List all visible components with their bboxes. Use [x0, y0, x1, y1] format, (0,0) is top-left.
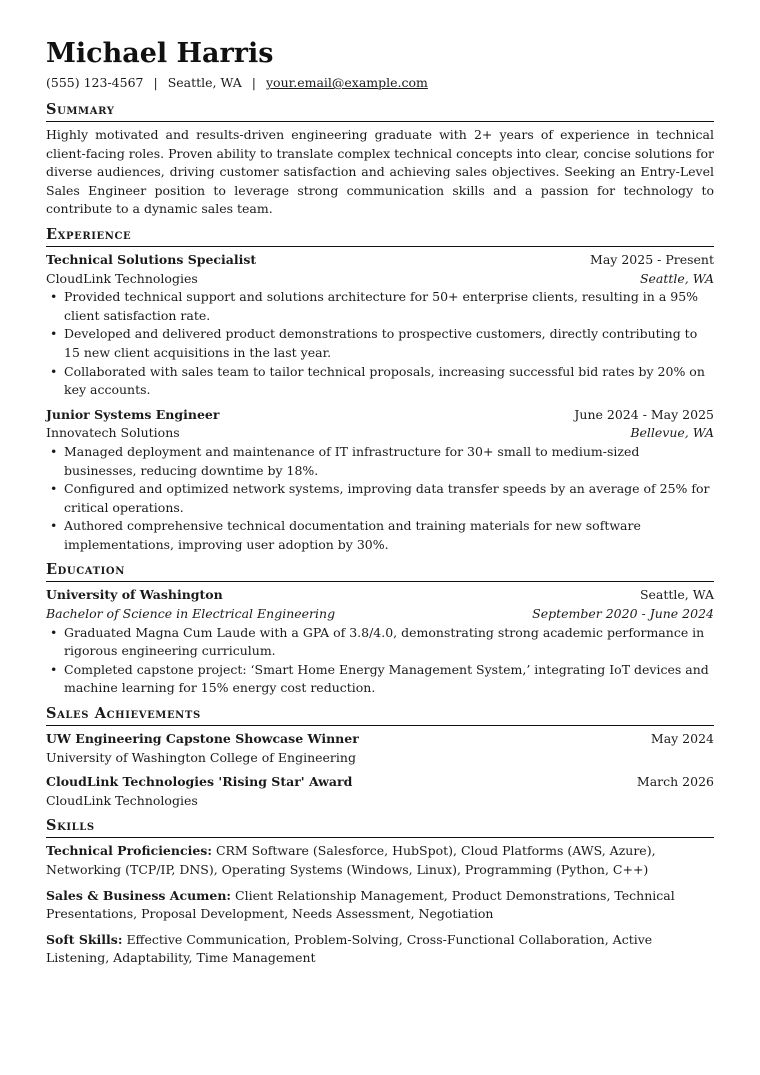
bullet-icon: • — [50, 481, 58, 497]
location: Seattle, WA — [167, 75, 242, 90]
skill-line — [46, 931, 714, 968]
bullet-icon: • — [50, 661, 58, 677]
achievement-date: May 2024 — [650, 731, 714, 747]
bullet-text: Authored comprehensive technical documentation and training materials for new software implementations, improving user adoption by 30%. — [64, 518, 641, 552]
company-name: Innovatech Solutions — [46, 425, 180, 441]
bullet-list — [46, 443, 714, 555]
candidate-name: Michael Harris — [46, 38, 274, 69]
bullet-icon: • — [50, 624, 58, 640]
bullet-icon: • — [50, 443, 58, 459]
education-section — [46, 560, 714, 698]
skill-line — [46, 887, 714, 924]
list-item — [46, 661, 714, 698]
contact-line — [46, 74, 714, 92]
summary-text: Highly motivated and results-driven engineering graduate with 2+ years of experience in technical client-facing roles. Proven ability to translate complex technical concepts into clear, concise solutions for diverse audiences, driving customer satisfaction and achieving sales objectives. Seeking an Entry-Level Sales Engineer position to leverage strong communication skills and a passion for technology to contribute to a dynamic sales team. — [46, 127, 714, 217]
bullet-icon: • — [50, 326, 58, 342]
achievement-org: University of Washington College of Engineering — [46, 749, 356, 765]
achievement-entry — [46, 730, 714, 767]
job-title: Junior Systems Engineer — [46, 406, 220, 422]
achievement-org: CloudLink Technologies — [46, 792, 198, 808]
job-location: Seattle, WA — [639, 270, 714, 286]
achievements-section — [46, 704, 714, 810]
skill-label: Technical Proficiencies: — [46, 843, 212, 859]
achievement-name: UW Engineering Capstone Showcase Winner — [46, 731, 359, 747]
bullet-text: Graduated Magna Cum Laude with a GPA of 3.8/4.0, demonstrating strong academic performance in rigorous engineering curriculum. — [64, 624, 705, 659]
section-title-skills: Skills — [46, 816, 714, 838]
bullet-icon: • — [50, 518, 58, 534]
bullet-text: Managed deployment and maintenance of IT infrastructure for 30+ small to medium-sized businesses, reducing downtime by 18%. — [64, 443, 640, 478]
list-item — [46, 288, 714, 325]
list-item — [46, 517, 714, 554]
skill-label: Soft Skills: — [46, 931, 123, 947]
contact-separator: | — [251, 75, 256, 90]
experience-entry — [46, 406, 714, 555]
company-name: CloudLink Technologies — [46, 270, 198, 286]
achievement-name: CloudLink Technologies 'Rising Star' Award — [46, 774, 353, 790]
list-item — [46, 443, 714, 480]
education-entry — [46, 586, 714, 698]
bullet-list — [46, 624, 714, 698]
email-link[interactable]: your.email@example.com — [265, 75, 428, 90]
section-title-experience: Experience — [46, 225, 714, 247]
summary-section — [46, 100, 714, 219]
bullet-text: Completed capstone project: ‘Smart Home Energy Management System,’ integrating IoT devices and machine learning for 15% energy cost reduction. — [64, 661, 709, 696]
bullet-text: Developed and delivered product demonstrations to prospective customers, directly contributing to 15 new client acquisitions in the last year. — [64, 326, 698, 360]
job-dates: May 2025 - Present — [590, 251, 714, 267]
skill-label: Sales & Business Acumen: — [46, 887, 232, 903]
bullet-text: Configured and optimized network systems, improving data transfer speeds by an average of 25% for critical operations. — [64, 481, 710, 515]
school-location: Seattle, WA — [639, 587, 714, 603]
bullet-list — [46, 288, 714, 400]
contact-separator: | — [153, 75, 158, 90]
section-title-summary: Summary — [46, 100, 714, 122]
school-name: University of Washington — [46, 587, 223, 603]
education-dates: September 2020 - June 2024 — [532, 606, 714, 622]
experience-section — [46, 225, 714, 555]
section-title-achievements: Sales Achievements — [46, 704, 714, 726]
bullet-icon: • — [50, 289, 58, 305]
degree: Bachelor of Science in Electrical Engineering — [46, 606, 336, 622]
job-location: Bellevue, WA — [630, 425, 714, 441]
list-item — [46, 325, 714, 362]
section-title-education: Education — [46, 560, 714, 582]
skill-text: Client Relationship Management, Product Demonstrations, Technical Presentations, Proposal Development, Needs Assessment, Negotiation — [46, 887, 675, 922]
skills-section — [46, 816, 714, 968]
skill-text: Effective Communication, Problem-Solving, Cross-Functional Collaboration, Active Listening, Adaptability, Time Management — [46, 931, 653, 966]
job-dates: June 2024 - May 2025 — [574, 406, 714, 422]
skill-line — [46, 842, 714, 879]
skill-text: CRM Software (Salesforce, HubSpot), Cloud Platforms (AWS, Azure), Networking (TCP/IP, DNS), Operating Systems (Windows, Linux), Programming (Python, C++) — [46, 843, 656, 877]
resume-content — [46, 38, 714, 975]
list-item — [46, 480, 714, 517]
bullet-icon: • — [50, 363, 58, 379]
list-item — [46, 363, 714, 400]
job-title: Technical Solutions Specialist — [46, 251, 257, 267]
bullet-text: Provided technical support and solutions architecture for 50+ enterprise clients, resulting in a 95% client satisfaction rate. — [64, 289, 699, 323]
achievement-date: March 2026 — [636, 774, 714, 790]
list-item — [46, 624, 714, 661]
achievement-entry — [46, 773, 714, 810]
experience-entry — [46, 251, 714, 400]
bullet-text: Collaborated with sales team to tailor technical proposals, increasing successful bid rates by 20% on key accounts. — [64, 363, 705, 398]
phone-number: (555) 123-4567 — [46, 75, 144, 90]
